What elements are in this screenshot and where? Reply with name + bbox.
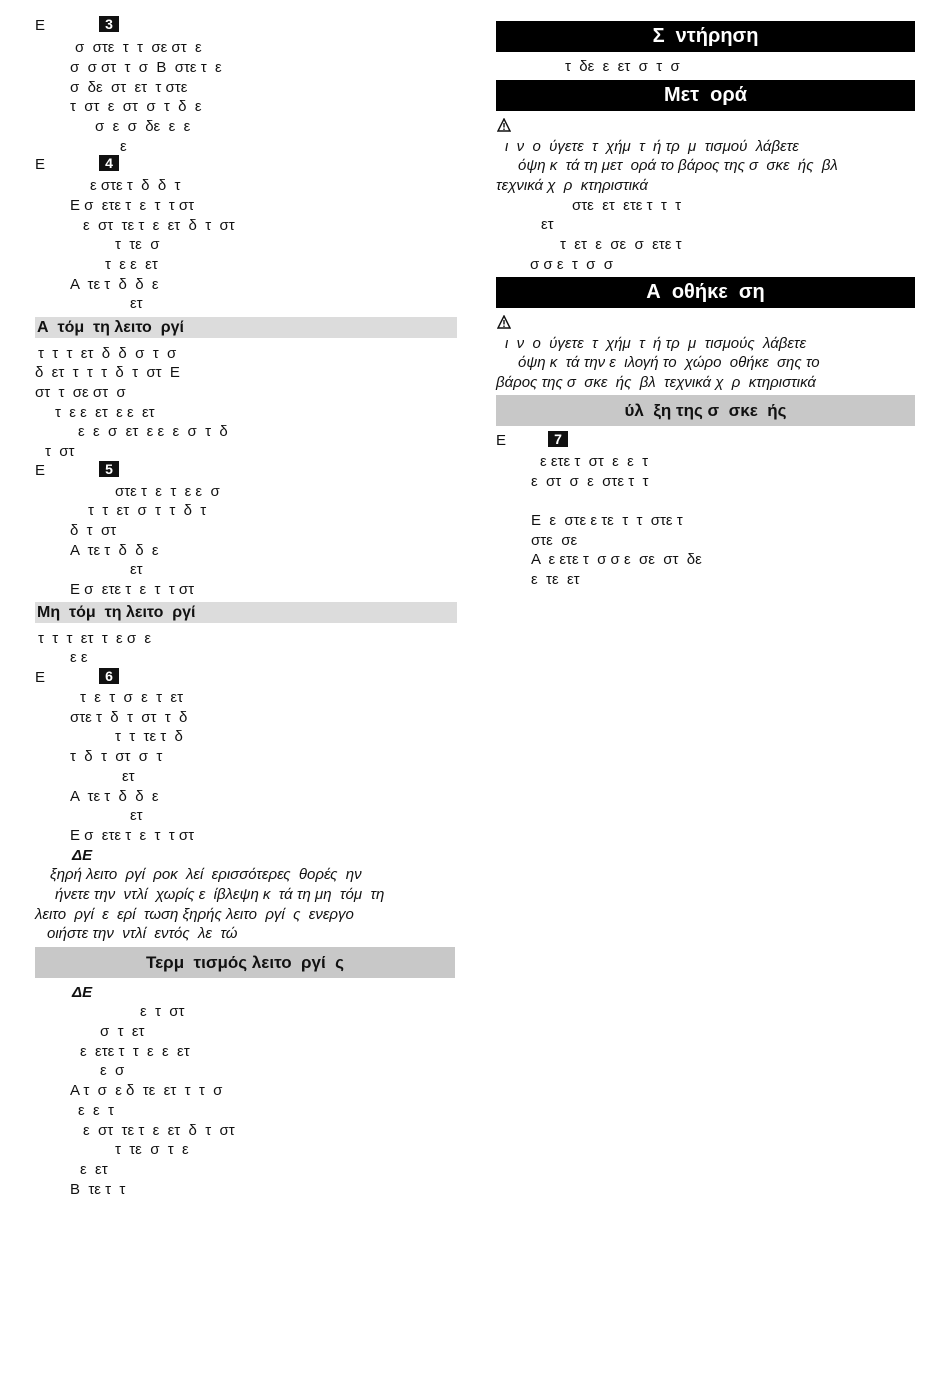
end-line: ε σ: [100, 1062, 125, 1079]
maintenance-heading: Σ ντήρηση: [496, 21, 915, 52]
end-line: σ τ ετ: [100, 1023, 145, 1040]
step-3-line: σ στε τ τ σε στ ε: [75, 39, 202, 56]
end-line: Β τε τ τ: [70, 1181, 126, 1198]
step-7-line: ε ετε τ στ ε ε τ: [540, 453, 649, 470]
end-line: ε ε τ: [78, 1102, 114, 1119]
note-line: ήνετε την ντλί χωρίς ε ίβλεψη κ τά τη μη τόμ τη: [55, 886, 385, 903]
transport-line: ετ: [541, 216, 554, 233]
transport-line: τ ετ ε σε σ ετε τ: [560, 236, 682, 253]
step-4-label: Ε 4: [35, 155, 119, 174]
end-note-label: ΔΕ: [72, 984, 93, 1001]
storage-warning-line: βάρος της σ σκε ής βλ τεχνικά χ ρ κτηριστικά: [496, 374, 816, 391]
step-3-line: σ σ στ τ σ Β στε τ ε: [70, 59, 222, 76]
device-protection-heading: ύλ ξη της σ σκε ής: [496, 395, 915, 426]
transport-warning-line: όψη κ τά τη μετ ορά το βάρος της σ σκε ής βλ: [518, 157, 838, 174]
step-7-label: Ε 7: [496, 431, 568, 450]
end-line: ε ετε τ τ ε ε ετ: [80, 1043, 190, 1060]
warning-icon: [497, 315, 511, 329]
step-3-line: σ δε στ ετ τ στε: [70, 79, 188, 96]
figure-7-badge: 7: [548, 431, 568, 447]
step-3-line: τ στ ε στ σ τ δ ε: [70, 98, 202, 115]
step-5-line: ετ: [130, 561, 143, 578]
auto-line: τ ε ε ετ ε ε ετ: [55, 404, 155, 421]
step-4-line: ετ: [130, 295, 143, 312]
transport-warning-line: ι ν ο ύγετε τ χήμ τ ή τρ μ τισμού λάβετε: [505, 138, 799, 155]
step-6-line: τ δ τ στ σ τ: [70, 748, 163, 765]
transport-line: στε ετ ετε τ τ τ: [572, 197, 682, 214]
step-7-line: Ε ε στε ε τε τ τ στε τ: [531, 512, 683, 529]
step-6-line: ετ: [130, 807, 143, 824]
manual-line: τ τ τ ετ τ ε σ ε: [38, 630, 152, 647]
end-line: ε τ στ: [140, 1003, 185, 1020]
end-of-operation-heading: Τερμ τισμός λειτο ργί ς: [35, 947, 455, 978]
step-5-line: στε τ ε τ ε ε σ: [115, 483, 220, 500]
step-3-label: Ε 3: [35, 16, 119, 35]
auto-line: ε ε σ ετ ε ε ε σ τ δ: [78, 423, 228, 440]
auto-line: στ τ σε στ σ: [35, 384, 126, 401]
end-line: ε στ τε τ ε ετ δ τ στ: [83, 1122, 235, 1139]
step-7-line: Α ε ετε τ σ σ ε σε στ δε: [531, 551, 702, 568]
step-4-line: Ε σ ετε τ ε τ τ στ: [70, 197, 195, 214]
storage-warning-line: ι ν ο ύγετε τ χήμ τ ή τρ μ τισμούς λάβετε: [505, 335, 807, 352]
end-line: ε ετ: [80, 1161, 108, 1178]
note-line: λειτο ργί ε ερί τωση ξηρής λειτο ργί ς ενεργο: [35, 906, 354, 923]
step-3-line: σ ε σ δε ε ε: [95, 118, 191, 135]
figure-4-badge: 4: [99, 155, 119, 171]
step-6-line: τ ε τ σ ε τ ετ: [80, 689, 184, 706]
step-6-label: Ε 6: [35, 668, 119, 687]
step-6-line: Α τε τ δ δ ε: [70, 788, 159, 805]
transport-warning-line: τεχνικά χ ρ κτηριστικά: [496, 177, 648, 194]
step-6-line: Ε σ ετε τ ε τ τ στ: [70, 827, 195, 844]
note-line: ξηρή λειτο ργί ροκ λεί ερισσότερες θορές ην: [50, 866, 362, 883]
step-5-line: τ τ ετ σ τ τ δ τ: [88, 502, 207, 519]
maintenance-line: τ δε ε ετ σ τ σ: [565, 58, 680, 75]
step-4-line: ε στε τ δ δ τ: [90, 177, 181, 194]
note-label: ΔΕ: [72, 847, 93, 864]
transport-heading: Μετ ορά: [496, 80, 915, 111]
step-5-line: Ε σ ετε τ ε τ τ στ: [70, 581, 195, 598]
step-4-line: Α τε τ δ δ ε: [70, 276, 159, 293]
figure-6-badge: 6: [99, 668, 119, 684]
step-3-line: ε: [120, 138, 127, 155]
step-5-line: Α τε τ δ δ ε: [70, 542, 159, 559]
step-4-line: τ τε σ: [115, 236, 160, 253]
end-line: Α τ σ ε δ τε ετ τ τ σ: [70, 1082, 223, 1099]
step-6-line: ετ: [122, 768, 135, 785]
note-line: οιήστε την ντλί εντός λε τώ: [47, 925, 238, 942]
auto-line: τ στ: [45, 443, 75, 460]
storage-heading: Α οθήκε ση: [496, 277, 915, 308]
manual-operation-heading: Μη τόμ τη λειτο ργί: [35, 602, 457, 623]
manual-line: ε ε: [70, 649, 88, 666]
step-4-line: ε στ τε τ ε ετ δ τ στ: [83, 217, 235, 234]
step-6-line: τ τ τε τ δ: [115, 728, 183, 745]
figure-3-badge: 3: [99, 16, 119, 32]
step-7-line: ε τε ετ: [531, 571, 580, 588]
auto-line: δ ετ τ τ τ δ τ στ Ε: [35, 364, 180, 381]
step-5-line: δ τ στ: [70, 522, 117, 539]
step-6-line: στε τ δ τ στ τ δ: [70, 709, 188, 726]
step-7-line: στε σε: [531, 532, 578, 549]
end-line: τ τε σ τ ε: [115, 1141, 189, 1158]
transport-line: σ σ ε τ σ σ: [530, 256, 613, 273]
figure-5-badge: 5: [99, 461, 119, 477]
step-5-label: Ε 5: [35, 461, 119, 480]
storage-warning-line: όψη κ τά την ε ιλογή το χώρο οθήκε σης το: [518, 354, 820, 371]
auto-line: τ τ τ ετ δ δ σ τ σ: [38, 345, 177, 362]
step-7-line: ε στ σ ε στε τ τ: [531, 473, 649, 490]
step-4-line: τ ε ε ετ: [105, 256, 158, 273]
automatic-operation-heading: Α τόμ τη λειτο ργί: [35, 317, 457, 338]
warning-icon: [497, 118, 511, 132]
